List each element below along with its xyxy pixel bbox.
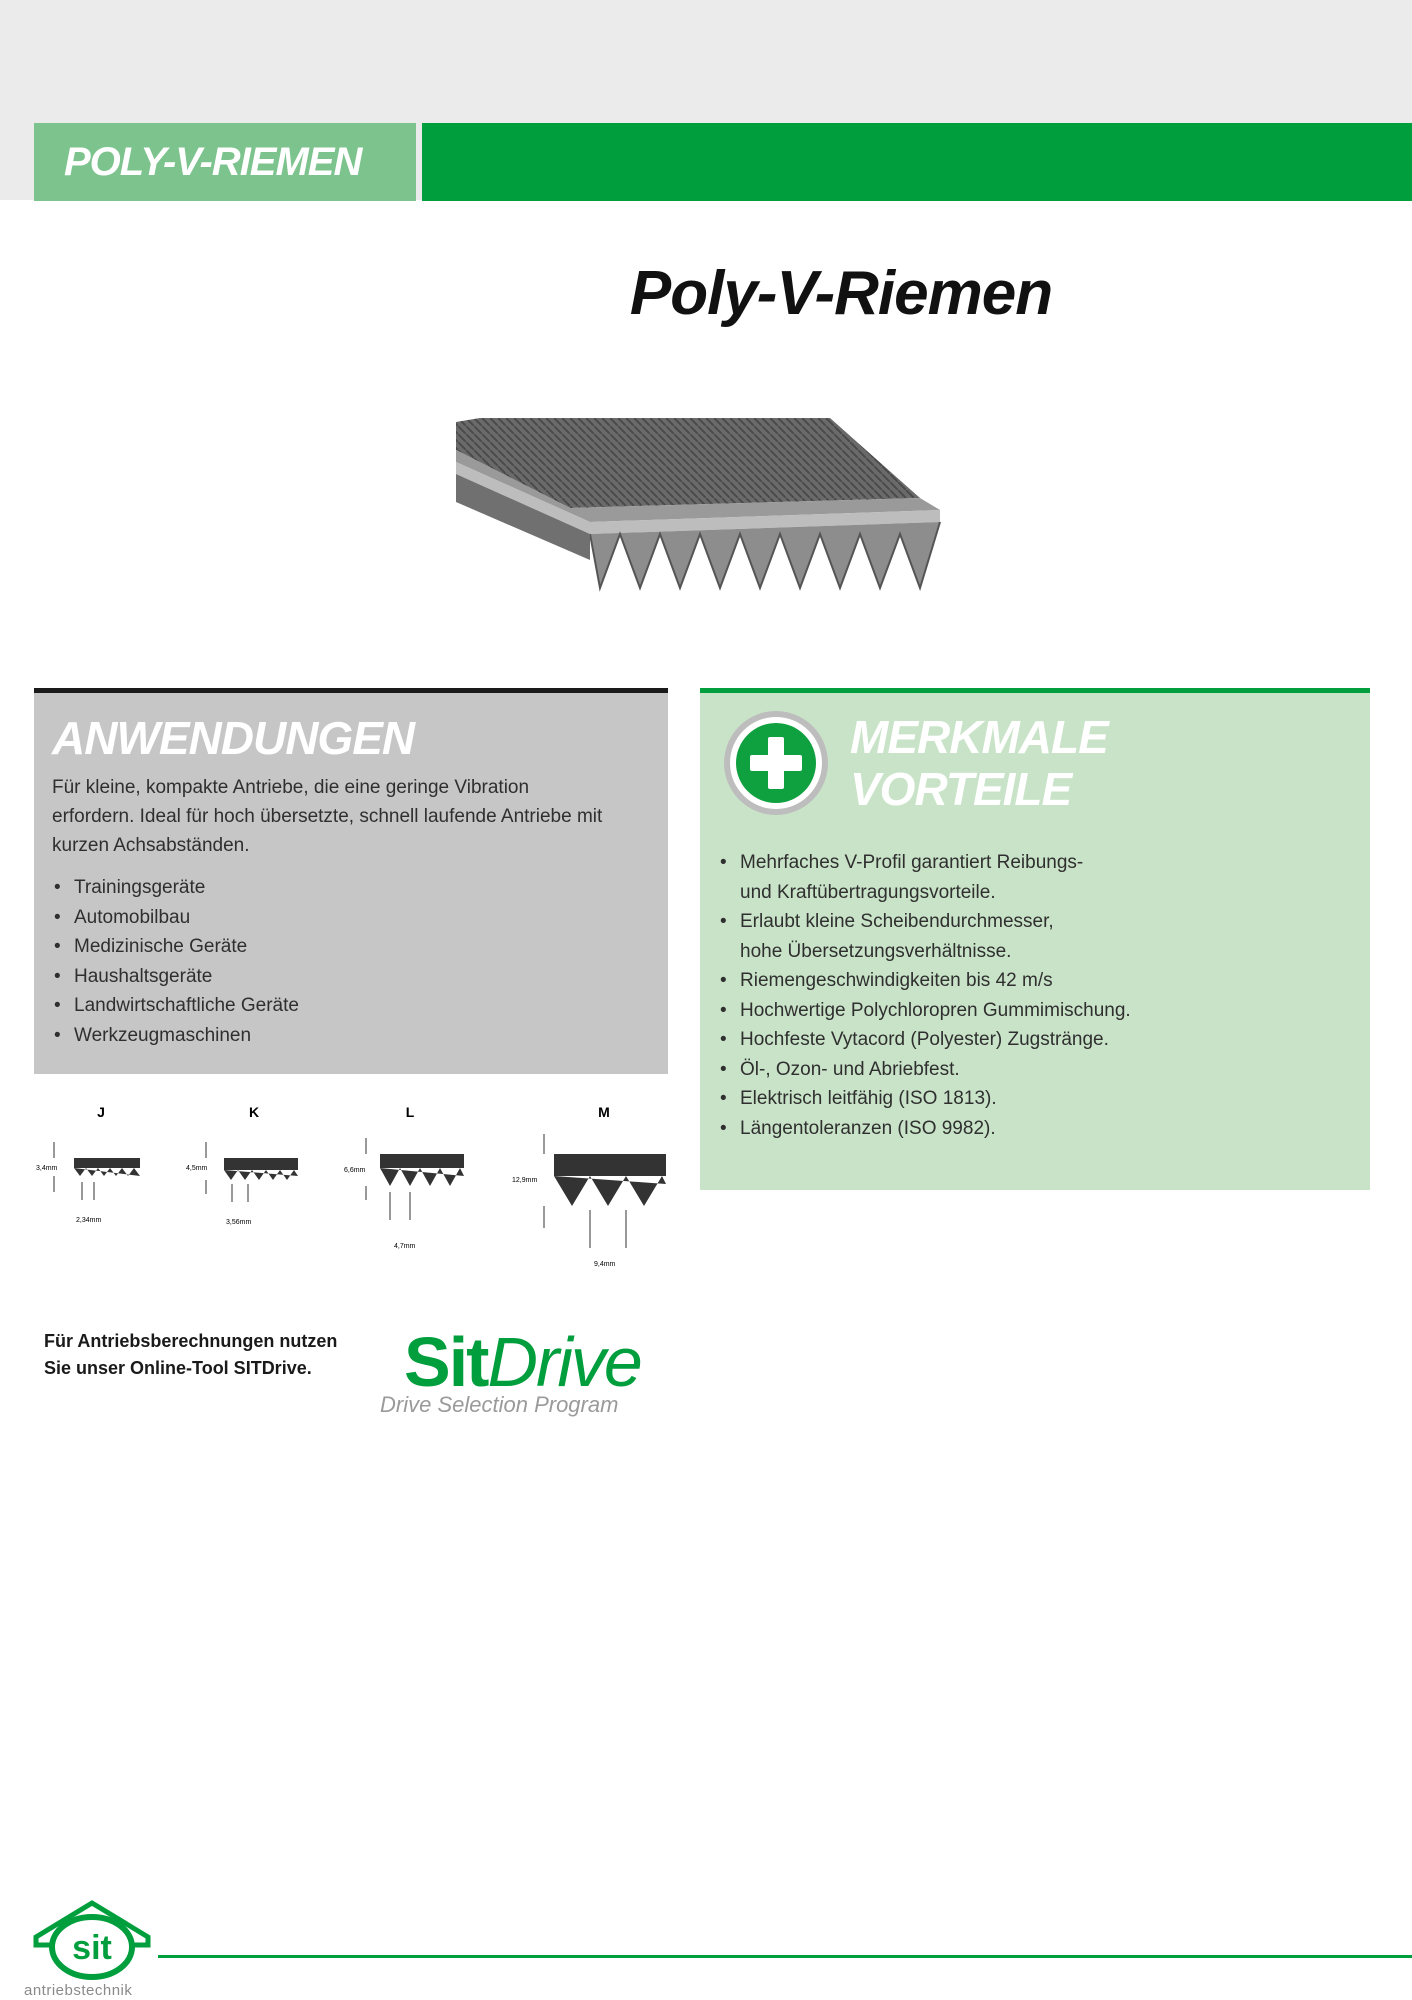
page-title-text: Poly-V-Riemen bbox=[629, 259, 1053, 328]
list-item: • Elektrisch leitfähig (ISO 1813). bbox=[718, 1084, 1358, 1114]
features-title bbox=[850, 711, 1108, 815]
page-title bbox=[0, 258, 1412, 329]
profile-pitch: 4,7mm bbox=[394, 1243, 416, 1250]
profile-name: K bbox=[248, 1104, 260, 1120]
list-item: • Riemengeschwindigkeiten bis 42 m/s bbox=[718, 966, 1358, 996]
profile-m bbox=[512, 1104, 666, 1268]
footer-subtitle: antriebstechnik bbox=[24, 1982, 133, 1999]
sitdrive-logo-drive: Drive bbox=[487, 1323, 641, 1401]
profile-height: 6,6mm bbox=[344, 1167, 366, 1174]
sitdrive-logo-sit: Sit bbox=[404, 1323, 488, 1401]
profile-height: 4,5mm bbox=[186, 1165, 208, 1172]
applications-box bbox=[34, 688, 668, 1074]
list-item: • Automobilbau bbox=[52, 903, 650, 933]
profile-name: L bbox=[405, 1104, 415, 1120]
list-item: • Erlaubt kleine Scheibendurchmesser, hohe Übersetzungsverhältnisse. bbox=[718, 907, 1358, 966]
sitdrive-logo[interactable] bbox=[378, 1322, 678, 1422]
section-tab-label: POLY-V-RIEMEN bbox=[64, 139, 362, 184]
sitdrive-logo-subtitle: Drive Selection Program bbox=[380, 1392, 619, 1417]
list-item: • Mehrfaches V-Profil garantiert Reibungs- und Kraftübertragungsvorteile. bbox=[718, 848, 1358, 907]
sitdrive-logo-text bbox=[404, 1322, 641, 1402]
profile-height: 3,4mm bbox=[36, 1165, 58, 1172]
list-item: • Hochfeste Vytacord (Polyester) Zugstränge. bbox=[718, 1025, 1358, 1055]
sit-logo-text: sit bbox=[72, 1929, 112, 1967]
belt-illustration bbox=[450, 410, 950, 600]
sitdrive-note bbox=[44, 1328, 384, 1382]
profile-pitch: 2,34mm bbox=[76, 1217, 102, 1224]
list-item: • Hochwertige Polychloropren Gummimischung. bbox=[718, 996, 1358, 1026]
features-title-line2: VORTEILE bbox=[850, 763, 1072, 815]
list-item: • Trainingsgeräte bbox=[52, 873, 650, 903]
header-green-bar bbox=[422, 123, 1412, 201]
profile-j bbox=[36, 1104, 140, 1224]
features-box bbox=[700, 688, 1370, 1190]
profile-name: M bbox=[598, 1104, 610, 1120]
profile-diagrams bbox=[34, 1100, 674, 1280]
profile-height: 12,9mm bbox=[512, 1177, 538, 1184]
profile-k bbox=[186, 1104, 298, 1226]
profile-pitch: 9,4mm bbox=[594, 1261, 616, 1268]
profile-pitch: 3,56mm bbox=[226, 1219, 252, 1226]
features-title-line1: MERKMALE bbox=[850, 711, 1108, 763]
list-item: • Längentoleranzen (ISO 9982). bbox=[718, 1114, 1358, 1144]
list-item: • Öl-, Ozon- und Abriebfest. bbox=[718, 1055, 1358, 1085]
footer-line bbox=[158, 1955, 1412, 1958]
list-item: • Landwirtschaftliche Geräte bbox=[52, 991, 650, 1021]
list-item: • Werkzeugmaschinen bbox=[52, 1021, 650, 1051]
applications-title: ANWENDUNGEN bbox=[52, 712, 415, 764]
applications-intro: Für kleine, kompakte Antriebe, die eine geringe Vibration erfordern. Ideal für hoch übersetzte, schnell laufende Antriebe mit kurzen Achsabständen. bbox=[52, 777, 603, 856]
sitdrive-note-line2: Sie unser Online-Tool SITDrive. bbox=[44, 1358, 312, 1378]
list-item: • Medizinische Geräte bbox=[52, 932, 650, 962]
applications-list bbox=[52, 873, 650, 1050]
profile-name: J bbox=[97, 1104, 105, 1120]
sitdrive-note-line1: Für Antriebsberechnungen nutzen bbox=[44, 1331, 338, 1351]
plus-icon bbox=[722, 709, 830, 817]
section-tab bbox=[34, 123, 416, 201]
features-list bbox=[718, 848, 1358, 1143]
profile-l bbox=[344, 1104, 464, 1250]
list-item: • Haushaltsgeräte bbox=[52, 962, 650, 992]
